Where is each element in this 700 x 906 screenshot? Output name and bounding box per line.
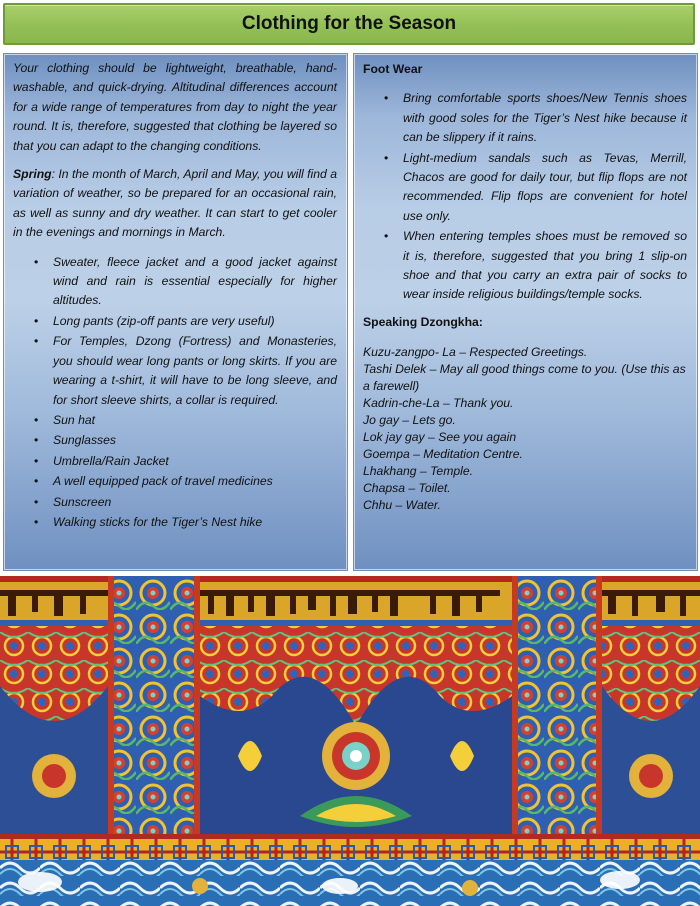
- phrase-line: Lhakhang – Temple.: [363, 464, 473, 479]
- phrase-line: Kadrin-che-La – Thank you.: [363, 396, 514, 411]
- list-item: • When entering temples shoes must be removed so it is, therefore, suggested that you bring 1 slip-on shoe and that you carry an extra pair of socks to wear inside religious buildings/temple socks.: [363, 227, 687, 305]
- list-item: • A well equipped pack of travel medicines: [13, 472, 337, 491]
- list-item: • Sunglasses: [13, 431, 337, 450]
- list-item: • Sun hat: [13, 411, 337, 430]
- title-banner: [3, 3, 695, 45]
- phrase-line: Kuzu-zangpo- La – Respected Greetings.: [363, 345, 588, 360]
- dzongkha-heading: Speaking Dzongkha:: [363, 314, 483, 329]
- clothing-list: [13, 253, 337, 533]
- footwear-panel: [353, 53, 698, 571]
- intro-paragraph: Your clothing should be lightweight, breathable, hand-washable, and quick-drying. Altitudinal differences account for a wide range of temperatures from day to night the year round. It is, therefore, suggested that clothing be layered so that you can adapt to the changing conditions.: [13, 61, 337, 153]
- phrase-line: Jo gay – Lets go.: [363, 413, 456, 428]
- list-item: • For Temples, Dzong (Fortress) and Monasteries, you should wear long pants or long skirts. If you are wearing a t-shirt, it will have to be long sleeve, and for short sleeve shirts, a collar is required.: [13, 332, 337, 410]
- phrase-line: Lok jay gay – See you again: [363, 430, 517, 445]
- spring-paragraph: [13, 165, 337, 243]
- phrase-line: Tashi Delek – May all good things come to you. (Use this as a farewell): [363, 362, 686, 394]
- list-item: • Walking sticks for the Tiger’s Nest hike: [13, 513, 337, 532]
- list-item: • Sweater, fleece jacket and a good jacket against wind and rain is essential especially for higher altitudes.: [13, 253, 337, 311]
- spring-label: Spring: [13, 167, 52, 182]
- list-item: • Umbrella/Rain Jacket: [13, 452, 337, 471]
- page-title: Clothing for the Season: [241, 13, 457, 34]
- list-item: • Long pants (zip-off pants are very useful): [13, 312, 337, 331]
- footwear-heading: Foot Wear: [363, 62, 423, 76]
- list-item: • Sunscreen: [13, 493, 337, 512]
- list-item: • Bring comfortable sports shoes/New Tennis shoes with good soles for the Tiger’s Nest hike because it can be slippery if it rains.: [363, 89, 687, 147]
- phrase-line: Chapsa – Toilet.: [363, 481, 451, 496]
- spring-text: : In the month of March, April and May, you will find a variation of weather, so be prepared for an occasional rain, as well as sunny and dry weather. It can start to get cooler in the evenings and mornings in March.: [13, 167, 337, 240]
- bhutanese-painted-woodwork-image: [0, 576, 700, 906]
- phrase-line: Goempa – Meditation Centre.: [363, 447, 523, 462]
- footwear-list: [363, 89, 687, 304]
- phrase-line: Chhu – Water.: [363, 498, 441, 513]
- clothing-panel: [3, 53, 348, 571]
- list-item: • Light-medium sandals such as Tevas, Merrill, Chacos are good for daily tour, but flip flops are not recommended. Flip flops are convenient for hotel use only.: [363, 149, 687, 227]
